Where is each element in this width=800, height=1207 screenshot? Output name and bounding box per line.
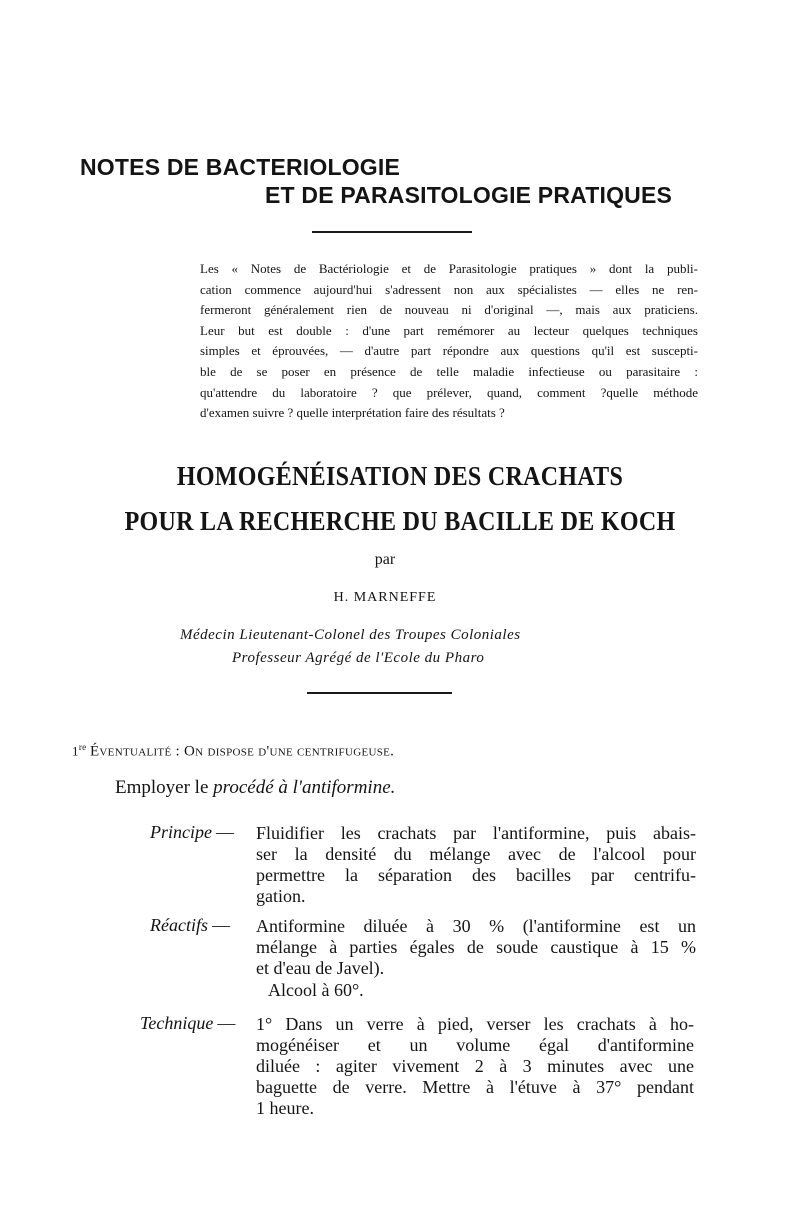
section-number: 1 — [72, 743, 79, 759]
technique-line: mogénéiser et un volume égal d'antiformine — [256, 1035, 694, 1055]
byline-par: par — [374, 551, 396, 568]
reactifs-alcool: Alcool à 60°. — [268, 980, 364, 1000]
reactifs-label: Réactifs — [150, 915, 208, 935]
intro-line: simples et éprouvées, — d'autre part répondre aux questions qu'il est suscepti- — [200, 343, 698, 359]
technique-label: Technique — [140, 1013, 214, 1033]
employer-sentence — [115, 777, 395, 799]
divider-rule — [312, 231, 472, 233]
principe-line: gation. — [256, 886, 306, 906]
intro-line: cation commence aujourd'hui s'adressent non aux spécialistes — elles ne ren- — [200, 281, 698, 297]
intro-line: d'examen suivre ? quelle interprétation faire des résultats ? — [200, 405, 505, 421]
section-number-suffix: re — [78, 742, 87, 752]
principe-definition — [256, 823, 696, 907]
principe-label: Principe — [150, 822, 212, 842]
series-title-line2: ET DE PARASITOLOGIE PRATIQUES — [265, 182, 673, 208]
reactifs-line: Antiformine diluée à 30 % (l'antiformine est un — [256, 916, 696, 936]
article-title-line2: POUR LA RECHERCHE DU BACILLE DE KOCH — [124, 506, 676, 537]
reactifs-dash: — — [211, 915, 230, 935]
intro-line: Leur but est double : d'une part remémorer au lecteur quelques techniques — [200, 322, 698, 338]
principe-dash: — — [215, 822, 234, 842]
author-affiliation-1: Médecin Lieutenant-Colonel des Troupes Coloniales — [180, 627, 521, 643]
technique-label-group — [140, 1013, 235, 1034]
intro-paragraph — [200, 259, 698, 424]
article-title-line1: HOMOGÉNÉISATION DES CRACHATS — [176, 461, 624, 492]
principe-line: Fluidifier les crachats par l'antiformine, puis abais- — [256, 823, 696, 843]
intro-line: qu'attendre du laboratoire ? que prélever, quand, comment ?quelle méthode — [200, 384, 698, 400]
intro-line: fermeront généralement rien de nouveau ni d'original —, mais aux praticiens. — [200, 302, 698, 318]
technique-line: 1 heure. — [256, 1098, 314, 1118]
divider-rule — [307, 692, 452, 694]
employer-method: procédé à l'antiformine. — [213, 777, 396, 798]
reactifs-line: et d'eau de Javel). — [256, 958, 385, 978]
intro-line: Les « Notes de Bactériologie et de Parasitologie pratiques » dont la publi- — [200, 261, 698, 276]
section-heading — [72, 742, 394, 760]
technique-line: baguette de verre. Mettre à l'étuve à 37° pendant — [256, 1077, 694, 1097]
reactifs-line: mélange à parties égales de soude caustique à 15 % — [256, 937, 696, 957]
intro-line: ble de se poser en présence de telle maladie infectieuse ou parasitaire : — [200, 363, 698, 379]
reactifs-label-group — [150, 915, 230, 936]
principe-line: ser la densité du mélange avec de l'alcool pour — [256, 844, 696, 864]
technique-definition — [256, 1014, 694, 1119]
technique-line: 1° Dans un verre à pied, verser les crachats à ho- — [256, 1014, 694, 1034]
principe-line: permettre la séparation des bacilles par centrifu- — [256, 865, 696, 885]
technique-line: diluée : agiter vivement 2 à 3 minutes avec une — [256, 1056, 694, 1076]
author-affiliation-2: Professeur Agrégé de l'Ecole du Pharo — [232, 650, 485, 666]
principe-label-group — [150, 822, 234, 843]
employer-text: Employer le — [115, 777, 214, 798]
reactifs-definition — [256, 916, 696, 979]
series-title-line1: NOTES DE BACTERIOLOGIE — [80, 154, 401, 180]
technique-dash: — — [217, 1013, 236, 1033]
section-heading-text: Éventualité : On dispose d'une centrifugeuse. — [89, 743, 395, 760]
author-name: H. MARNEFFE — [333, 590, 437, 605]
